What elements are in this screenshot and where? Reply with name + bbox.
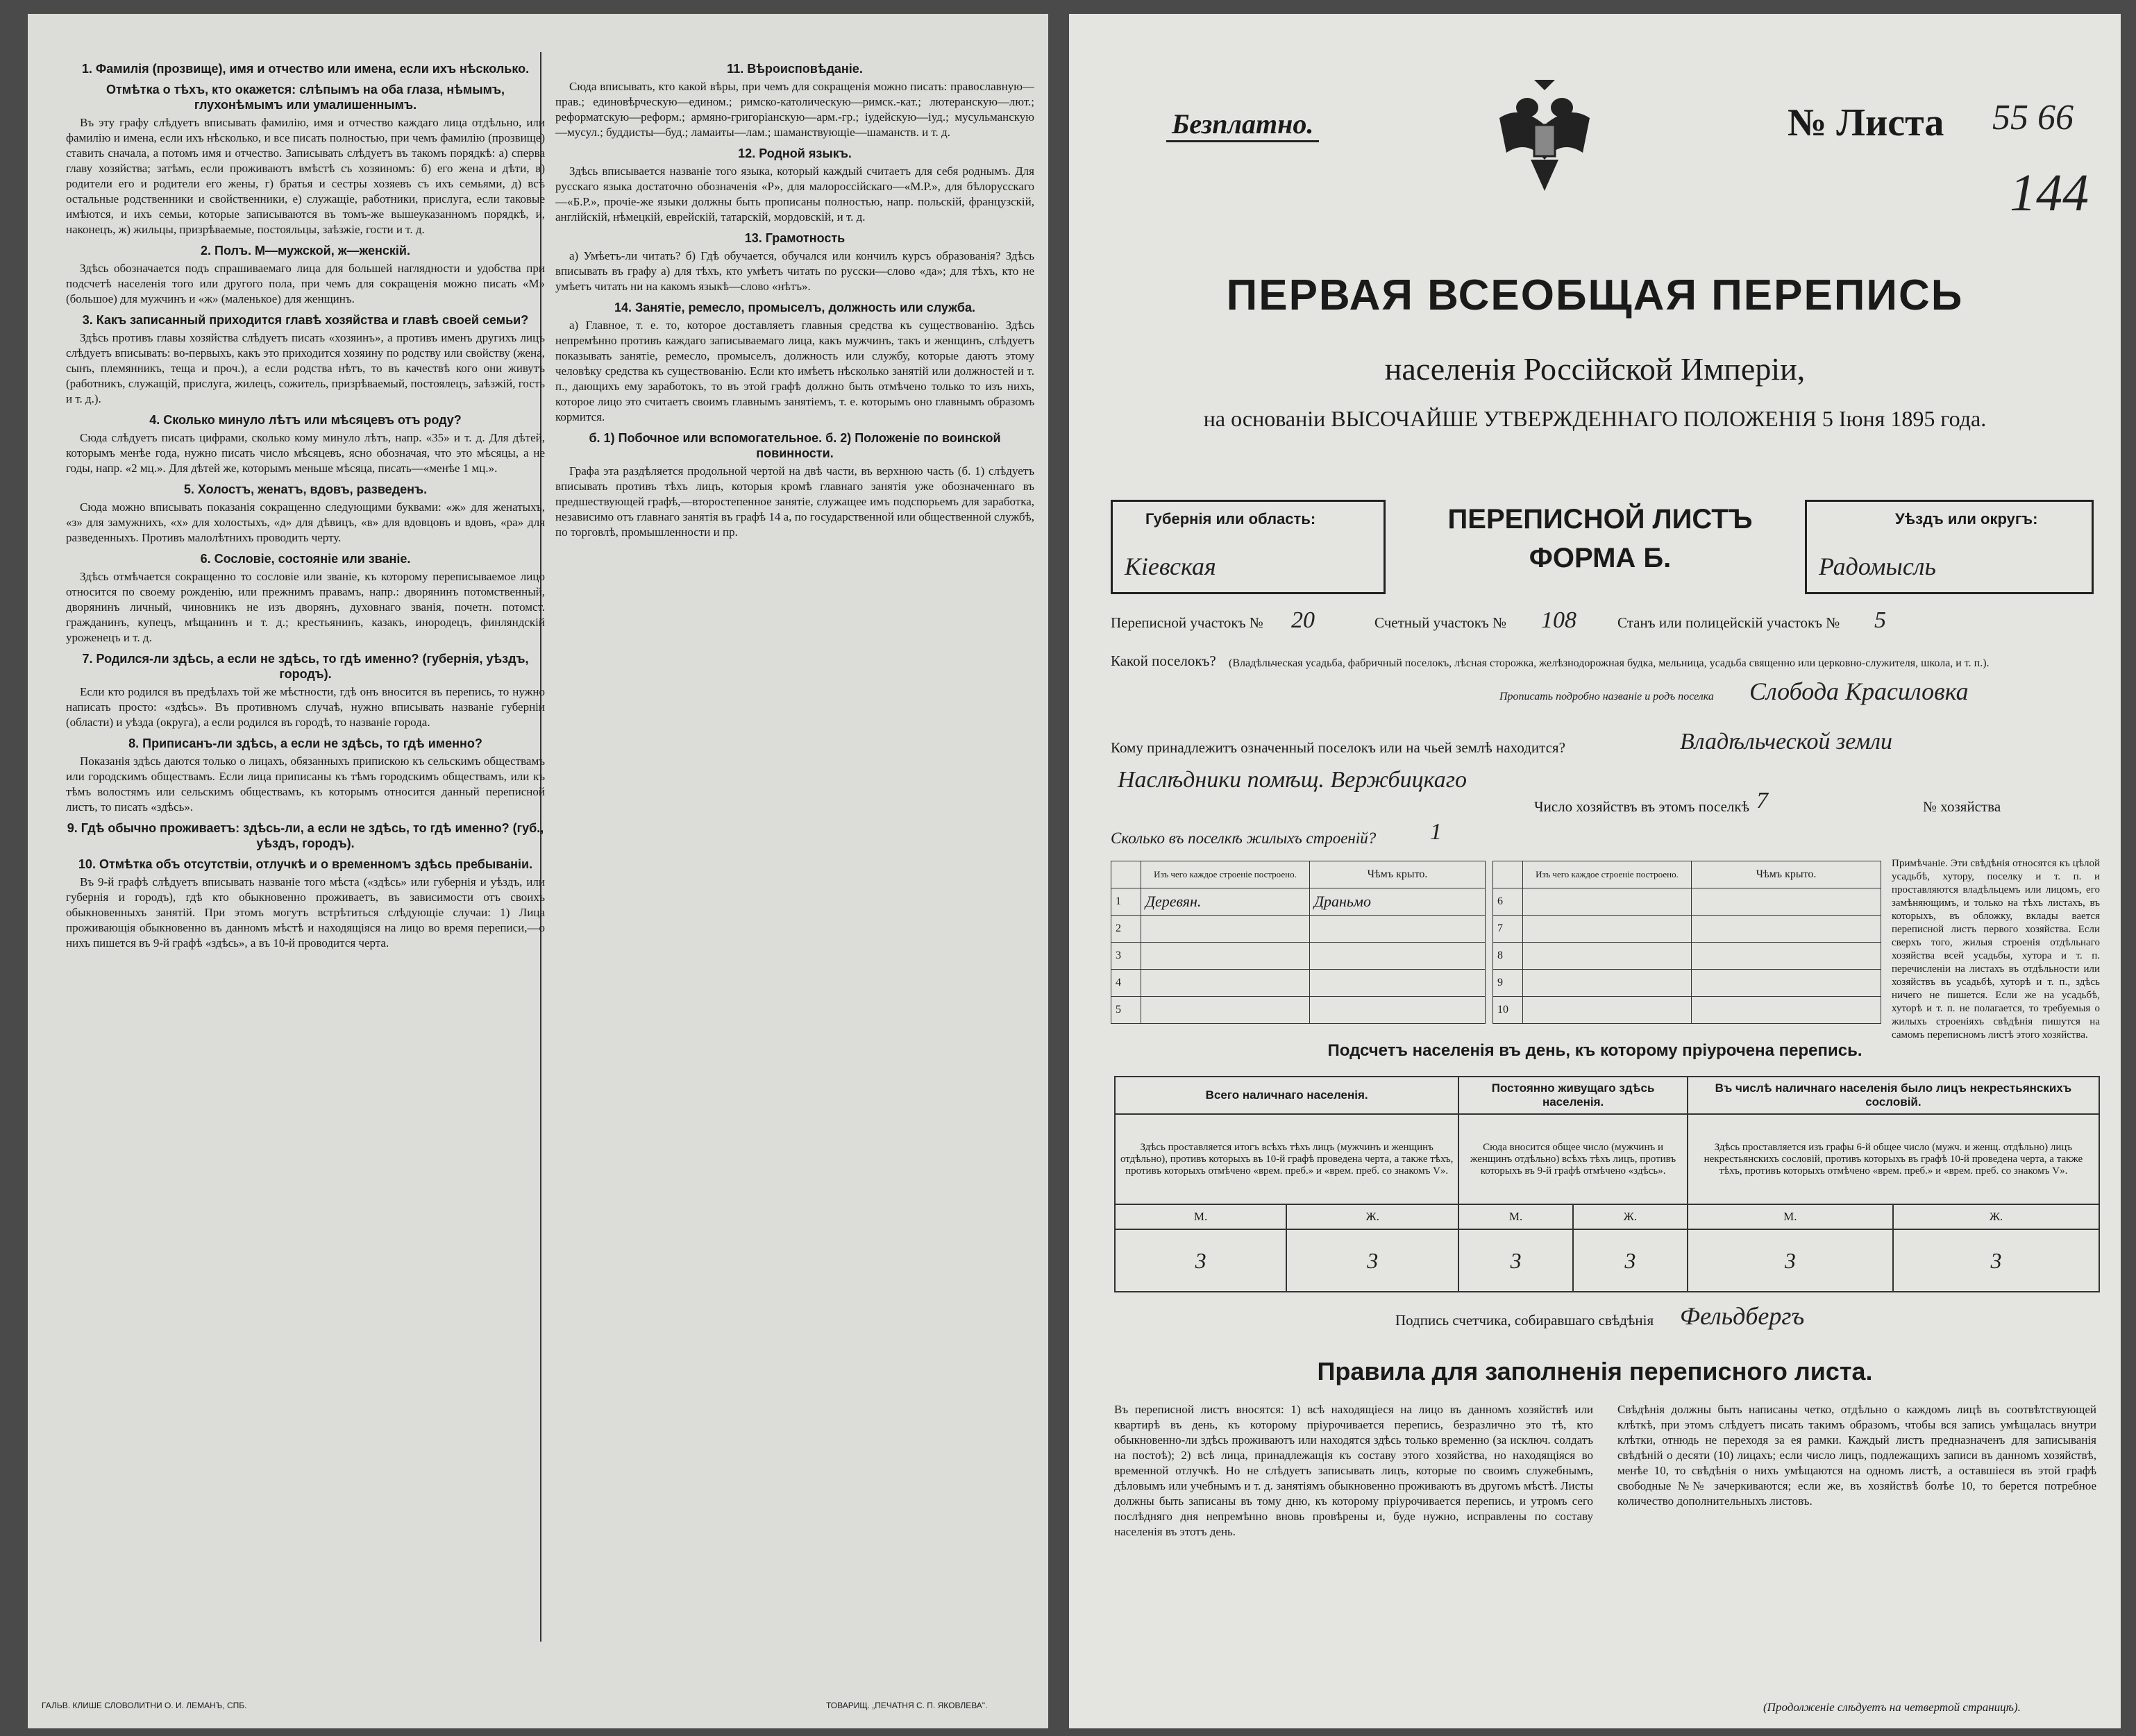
building-row bbox=[1111, 970, 1486, 997]
section-heading: 14. Занятіе, ремесло, промыселъ, должность или служба. bbox=[614, 301, 976, 314]
printer-credit-right: ТОВАРИЩ. „ПЕЧАТНЯ С. П. ЯКОВЛЕВА". bbox=[826, 1701, 988, 1710]
section-heading: 4. Сколько минуло лѣтъ или мѣсяцевъ отъ роду? bbox=[149, 413, 462, 427]
build-header-roof-2: Чѣмъ крыто. bbox=[1692, 861, 1881, 888]
poselok-hint: (Владѣльческая усадьба, фабричный поселокъ, лѣсная сторожка, желѣзнодорожная будка, мельница, усадьба священно или церковно-служителя, школа, и т. п.). bbox=[1229, 657, 1990, 669]
owner-value-1: Владѣльческой земли bbox=[1680, 729, 1892, 755]
pop-value: 3 bbox=[1115, 1229, 1286, 1292]
section-heading: 9. Гдѣ обычно проживаетъ: здѣсь-ли, а если не здѣсь, то гдѣ именно? (губ., уѣздъ, городъ). bbox=[67, 821, 544, 850]
section-heading: 5. Холостъ, женатъ, вдовъ, разведенъ. bbox=[183, 482, 428, 496]
gubernia-label: Губернія или область: bbox=[1145, 510, 1316, 528]
poselok-name-value: Слобода Красиловка bbox=[1749, 677, 1969, 705]
building-cell-n: 7 bbox=[1493, 916, 1523, 943]
enumerator-signature-value: Фельдбергъ bbox=[1680, 1302, 1805, 1330]
population-count-title: Подсчетъ населенія въ день, къ которому пріурочена перепись. bbox=[1327, 1041, 1862, 1060]
rules-column-left: Въ переписной листъ вносятся: 1) всѣ находящіеся на лицо въ данномъ хозяйствѣ или квартирѣ въ день, къ которому пріурочивается перепись, безразлично это тѣ, кто обыкновенно-ли здѣсь проживаютъ или находятся здѣсь только временно (за исключ. солдатъ на постоѣ); 2) всѣ лица, принадлежащія къ составу этого хозяйства, но находящіяся во временной отлучкѣ. Но не слѣдуетъ записывать лицъ, которые по своимъ служебнымъ, дѣловымъ или учебнымъ и т. д. занятіямъ обыкновенно проживаютъ въ другомъ мѣстѣ. Листы должны быть записаны въ тому дню, къ которому пріурочивается перепись, и утромъ сего послѣдняго дня непремѣнно вновь провѣрены и, буде нужно, исправлены по составу населенія въ этотъ день. bbox=[1114, 1403, 1593, 1538]
right-page bbox=[1069, 14, 2121, 1728]
gubernia-value: Кіевская bbox=[1125, 553, 1216, 580]
households-value: 7 bbox=[1756, 788, 1768, 814]
section-heading: 7. Родился-ли здѣсь, а если не здѣсь, то гдѣ именно? (губернія, уѣздъ, городъ). bbox=[82, 652, 529, 681]
pop-m-label: М. bbox=[1688, 1204, 1893, 1229]
building-cell-material bbox=[1523, 888, 1692, 916]
household-no-label: № хозяйства bbox=[1923, 798, 2001, 815]
pop-value: 3 bbox=[1573, 1229, 1688, 1292]
building-cell-material bbox=[1141, 943, 1310, 970]
pop-zh-label: Ж. bbox=[1573, 1204, 1688, 1229]
poselok-label: Какой поселокъ? bbox=[1111, 652, 1216, 669]
building-cell-material bbox=[1523, 916, 1692, 943]
owner-value-2: Наслѣдники помѣщ. Вержбицкаго bbox=[1118, 767, 1467, 793]
document-title: ПЕРВАЯ ВСЕОБЩАЯ ПЕРЕПИСЬ bbox=[1226, 271, 1964, 319]
building-row bbox=[1111, 997, 1486, 1024]
building-cell-n: 9 bbox=[1493, 970, 1523, 997]
building-row bbox=[1493, 888, 1881, 916]
building-cell-roof bbox=[1692, 916, 1881, 943]
section-heading: 3. Какъ записанный приходится главѣ хозяйства и главѣ своей семьи? bbox=[82, 313, 529, 327]
form-label: ФОРМА Б. bbox=[1529, 543, 1672, 573]
section-text: Въ эту графу слѣдуетъ вписывать фамилію, имя и отчество каждаго лица отдѣльно, или фамилію и имена, если ихъ нѣсколько, и все писать полностью, при чемъ фамилію (прозвище) ставить сначала, а потомъ имя и отчество. Записывать слѣдуетъ въ такомъ порядкѣ: а) сперва главу хозяйства; затѣмъ, если проживаютъ вмѣстѣ съ хозяиномъ: б) его жена и дѣти, в) родители его и родители его жены, г) братья и сестры хозяевъ съ ихъ семьями, д) всѣ остальные родственники и свойственники, е) служащіе, работники, прислуга, если таковые имѣются, и ихъ семьи, которые записываются въ томъ-же вышеуказанномъ порядкѣ, и, наконецъ, ж) жильцы, призрѣваемые, постояльцы, заѣзжіе, гости и т. д. bbox=[66, 116, 545, 236]
building-cell-n: 2 bbox=[1111, 916, 1141, 943]
building-cell-material bbox=[1141, 997, 1310, 1024]
households-label: Число хозяйствъ въ этомъ поселкѣ bbox=[1534, 798, 1749, 815]
section-heading: 1. Фамилія (прозвище), имя и отчество или имена, если ихъ нѣсколько. bbox=[81, 62, 530, 76]
section-heading: 13. Грамотность bbox=[744, 231, 846, 245]
building-cell-n: 10 bbox=[1493, 997, 1523, 1024]
building-row bbox=[1493, 970, 1881, 997]
buildings-value: 1 bbox=[1430, 819, 1442, 845]
instructions-column-1 bbox=[66, 56, 545, 1652]
pop-col1-desc: Здѣсь проставляется итогъ всѣхъ тѣхъ лицъ (мужчинъ и женщинъ отдѣльно), противъ которыхъ въ 10-й графѣ проведена черта, а также тѣхъ, противъ которыхъ отмѣчено «врем. преб.» и «врем. преб. со знакомъ V». bbox=[1115, 1114, 1458, 1204]
build-header-material-2: Изъ чего каждое строеніе построено. bbox=[1523, 861, 1692, 888]
building-cell-roof bbox=[1310, 997, 1486, 1024]
building-cell-roof bbox=[1310, 943, 1486, 970]
pop-m-label: М. bbox=[1458, 1204, 1572, 1229]
stan-label: Станъ или полицейскій участокъ № bbox=[1617, 614, 1840, 631]
poselok-name-label: Прописать подробно названіе и родъ поселка bbox=[1499, 691, 1714, 702]
building-cell-roof bbox=[1692, 943, 1881, 970]
uezd-label: Уѣздъ или округъ: bbox=[1895, 510, 2038, 528]
building-cell-n: 3 bbox=[1111, 943, 1141, 970]
pop-value: 3 bbox=[1893, 1229, 2099, 1292]
pop-col3-head: Въ числѣ наличнаго населенія было лицъ некрестьянскихъ сословій. bbox=[1688, 1077, 2099, 1114]
section-heading: 8. Приписанъ-ли здѣсь, а если не здѣсь, то гдѣ именно? bbox=[128, 736, 482, 750]
pop-value: 3 bbox=[1458, 1229, 1572, 1292]
section-text: Графа эта раздѣляется продольной чертой на двѣ части, въ верхнюю часть (б. 1) слѣдуетъ вписывать противъ тѣхъ лицъ, которыя кромѣ главнаго занятія уже обозначеннаго въ предшествующей графѣ,—второстепенное занятіе, служащее имъ подспорьемъ для заработка, независимо отъ главнаго занятія въ графѣ 14 а, по государственной или общественной службѣ, по торговлѣ, промышленности и пр. bbox=[555, 464, 1034, 539]
rules-title: Правила для заполненія переписного листа. bbox=[1317, 1357, 1873, 1385]
building-row bbox=[1111, 888, 1486, 916]
building-cell-material: Деревян. bbox=[1141, 888, 1310, 916]
pop-value: 3 bbox=[1688, 1229, 1893, 1292]
building-cell-roof bbox=[1310, 916, 1486, 943]
building-cell-roof bbox=[1310, 970, 1486, 997]
section-heading: 2. Полъ. М—мужской, ж—женскій. bbox=[201, 244, 410, 258]
building-row bbox=[1493, 916, 1881, 943]
section-text: Въ 9-й графѣ слѣдуетъ вписывать названіе того мѣста («здѣсь» или губернія и уѣздъ, или губернія и городъ), гдѣ кто обыкновенно проживаетъ, въ зависимости отъ своихъ обыкновенныхъ занятій. При этомъ могутъ встрѣтиться слѣдующіе случаи: 1) Лица проживающія обыкновенно въ данномъ мѣстѣ и находящіяся на лицо во время переписи,—о нихъ пишется въ 9-й графѣ «здѣсь», а въ 10-й проводится черта. bbox=[66, 875, 545, 950]
owner-label: Кому принадлежитъ означенный поселокъ или на чьей землѣ находится? bbox=[1111, 739, 1565, 756]
rules-column-right: Свѣдѣнія должны быть написаны четко, отдѣльно о каждомъ лицѣ въ соотвѣтствующей клѣткѣ, при этомъ слѣдуетъ писать такимъ образомъ, чтобы вся запись умѣщалась внутри клѣтки, отнюдь не переходя за ея рамки. Каждый листъ предназначенъ для записыванія свѣдѣній о десяти (10) лицахъ; если число лицъ, подлежащихъ записи въ данномъ хозяйствѣ, менѣе 10, то свѣдѣнія о нихъ умѣщаются на одномъ листѣ, а оставшіеся въ этой графѣ свободные №№ зачеркиваются; если же, въ хозяйствѣ болѣе 10, то берется потребное количество дополнительныхъ листовъ. bbox=[1617, 1403, 2096, 1508]
building-cell-n: 8 bbox=[1493, 943, 1523, 970]
building-cell-roof: Драньмо bbox=[1310, 888, 1486, 916]
buildings-table-right bbox=[1492, 861, 1881, 1024]
building-cell-roof bbox=[1692, 997, 1881, 1024]
section-text: Здѣсь отмѣчается сокращенно то сословіе или званіе, къ которому переписываемое лицо относится по своему рожденію, или прежнимъ правамъ, напр.: дворянинъ потомственный, дворянинъ личный, чиновникъ не изъ дворянъ, духовнаго званія, почетн. потомст. гражданинъ, купецъ, мѣщанинъ и т. д.; крестьянинъ, казакъ, инородецъ, финляндскій уроженецъ и т. д. bbox=[66, 570, 545, 644]
building-row bbox=[1493, 943, 1881, 970]
building-cell-roof bbox=[1692, 888, 1881, 916]
building-cell-n: 4 bbox=[1111, 970, 1141, 997]
instructions-column-2 bbox=[555, 56, 1034, 1652]
building-row bbox=[1111, 916, 1486, 943]
buildings-label: Сколько въ поселкѣ жилыхъ строеній? bbox=[1111, 829, 1377, 847]
section-text: Сюда слѣдуетъ писать цифрами, сколько кому минуло лѣтъ, напр. «35» и т. д. Для дѣтей, которымъ менѣе года, нужно писать число мѣсяцевъ, ясно обозначая, что это мѣсяцы, а не годы, напр. «2 мц.». Для дѣтей же, которымъ меньше мѣсяца, писать—«менѣе 1 мц.». bbox=[66, 431, 545, 475]
continuation-note: (Продолженіе слѣдуетъ на четвертой страницѣ). bbox=[1763, 1701, 2021, 1714]
printer-credit-left: ГАЛЬВ. КЛИШЕ СЛОВОЛИТНИ О. И. ЛЕМАНЪ, СПБ. bbox=[42, 1701, 247, 1710]
build-header-roof: Чѣмъ крыто. bbox=[1310, 861, 1486, 888]
build-header-material: Изъ чего каждое строеніе построено. bbox=[1141, 861, 1310, 888]
buildings-table-left bbox=[1111, 861, 1486, 1024]
building-row bbox=[1493, 997, 1881, 1024]
free-label: Безплатно. bbox=[1166, 108, 1319, 142]
left-page bbox=[28, 14, 1048, 1728]
section-text: а) Умѣетъ-ли читать? б) Гдѣ обучается, обучался или кончилъ курсъ образованія? Здѣсь вписывать въ графу а) для тѣхъ, кто умѣетъ читать по русски—слово «да»; для тѣхъ, кто не умѣетъ читать ни на какомъ языкѣ—слово «нѣтъ». bbox=[555, 249, 1034, 293]
pop-zh-label: Ж. bbox=[1893, 1204, 2099, 1229]
enumerator-signature-label: Подпись счетчика, собиравшаго свѣдѣнія bbox=[1395, 1312, 1654, 1329]
buildings-note: Примѣчаніе. Эти свѣдѣнія относятся къ цѣлой усадьбѣ, хутору, поселку и т. п. и проставляются владѣльцемъ или лицомъ, его замѣняющимъ, и только на тѣхъ листахъ, въ которыхъ, въ обложку, вклады вается переписной листъ первого хозяйства. Если сверхъ того, жилыя строенія отдѣльнаго хозяйства всей усадьбы, хутора и т. п. перечисленіи на листахъ въ отдѣльности или хозяйствъ въ усадьбѣ, хуторѣ и т. п., здѣсь ничего не пишется. Если же на усадьбѣ, хуторѣ и т. п. не полагается, то требуемыя о жилыхъ строеніяхъ свѣдѣнія пишутся на самомъ переписномъ листѣ этого хозяйства. bbox=[1892, 858, 2100, 1040]
schetny-uchastok-label: Счетный участокъ № bbox=[1374, 614, 1507, 631]
section-heading: 11. Вѣроисповѣданіе. bbox=[727, 62, 863, 76]
building-cell-n: 6 bbox=[1493, 888, 1523, 916]
section-subheading: Отмѣтка о тѣхъ, кто окажется: слѣпымъ на оба глаза, нѣмымъ, глухонѣмымъ или умалишеннымъ. bbox=[106, 83, 505, 112]
stan-value: 5 bbox=[1874, 607, 1886, 633]
list-title-block bbox=[1374, 500, 1826, 578]
perepisnoy-uchastok-label: Переписной участокъ № bbox=[1111, 614, 1263, 631]
schetny-uchastok-value: 108 bbox=[1541, 607, 1576, 633]
pop-col2-head: Постоянно живущаго здѣсь населенія. bbox=[1458, 1077, 1687, 1114]
section-text: Здѣсь противъ главы хозяйства слѣдуетъ писать «хозяинъ», а противъ именъ другихъ лицъ слѣдуетъ вписывать: во-первыхъ, какъ это приходится хозяину по родству или свойству (жена, сынъ, племянникъ, теща и проч.), а если родства нѣтъ, то въ качествѣ кого они живутъ (работникъ, служащій, прислуга, жилецъ, сожитель, призрѣваемый, постоялецъ, заѣзжій, гость и т. д.). bbox=[66, 331, 545, 405]
building-cell-material bbox=[1523, 970, 1692, 997]
building-cell-material bbox=[1141, 916, 1310, 943]
section-text: Здѣсь вписывается названіе того языка, который каждый считаетъ для себя роднымъ. Для русскаго языка достаточно обозначенія «Р», для малороссійскаго—«М.Р.», для бѣлорусскаго—«Б.Р.», прочіе-же языки должны быть прописаны полностью, напр. польскій, французскій, англійскій, нѣмецкій, еврейскій, татарскій, мордовскій, и т. д. bbox=[555, 165, 1034, 224]
uezd-value: Радомысль bbox=[1819, 553, 1936, 580]
section-text: Сюда можно вписывать показанія сокращенно следующими буквами: «ж» для женатыхъ, «з» для замужнихъ, «х» для холостыхъ, «д» для дѣвицъ, «в» для вдовцовъ и вдовъ, «ра» для разведенныхъ. Противъ малолѣтнихъ проводить черту. bbox=[66, 500, 545, 544]
double-headed-eagle-emblem bbox=[1492, 76, 1597, 194]
section-heading: б. 1) Побочное или вспомогательное. б. 2) Положеніе по воинской повинности. bbox=[589, 431, 1001, 460]
building-cell-roof bbox=[1692, 970, 1881, 997]
section-text: Показанія здѣсь даются только о лицахъ, обязанныхъ припискою къ сельскимъ обществамъ или городскимъ обществамъ. Если лица приписаны къ тѣмъ городскимъ обществамъ, или къ тѣмъ волостямъ или сельскимъ обществамъ, къ которымъ относится данный переписной листъ, то писать «здѣсь». bbox=[66, 755, 545, 814]
building-cell-material bbox=[1523, 997, 1692, 1024]
population-table bbox=[1114, 1076, 2100, 1292]
pop-col2-desc: Сюда вносится общее число (мужчинъ и женщинъ отдѣльно) всѣхъ тѣхъ лицъ, противъ которыхъ въ 9-й графѣ отмѣчено «здѣсь». bbox=[1458, 1114, 1687, 1204]
section-heading: 6. Сословіе, состояніе или званіе. bbox=[200, 552, 411, 566]
section-text: Сюда вписывать, кто какой вѣры, при чемъ для сокращенія можно писать: православную—прав.; единовѣрческую—едином.; римско-католическую—римск.-кат.; лютеранскую—лют.; реформатскую—реформ.; армяно-григоріанскую—арм.-гр.; іудейскую—іуд.; мусульманскую—мусул.; буддисты—буд.; ламаиты—лам.; шаманствующіе—шаманств. и т. д. bbox=[555, 80, 1034, 139]
handwritten-number: 144 bbox=[2010, 164, 2089, 222]
pop-zh-label: Ж. bbox=[1286, 1204, 1458, 1229]
document-subtitle: населенія Россійской Имперіи, bbox=[1384, 351, 1806, 387]
sheet-number-handwritten: 55 66 bbox=[1992, 98, 2074, 137]
pop-value: 3 bbox=[1286, 1229, 1458, 1292]
sheet-number-label: № Листа bbox=[1788, 101, 1944, 144]
section-subheading: 10. Отмѣтка объ отсутствіи, отлучкѣ и о временномъ здѣсь пребываніи. bbox=[78, 857, 533, 871]
perepisnoy-uchastok-value: 20 bbox=[1291, 607, 1315, 633]
section-text: а) Главное, т. е. то, которое доставляетъ главныя средства къ существованію. Здѣсь непремѣнно противъ каждаго записываемаго лица, какъ мужчинъ, такъ и женщинъ, слѣдуетъ показывать занятіе, ремесло, промыселъ, должность или службу, которые даютъ этому человѣку средства къ существованію. Если кто имѣетъ нѣсколько занятій или должностей и т. п., дающихъ ему заработокъ, то въ этой графѣ должно быть отмѣчено только то изъ нихъ, которое лицо это считаетъ своимъ главнымъ занятіемъ, т. е. которымъ оно главнымъ образомъ кормится. bbox=[555, 319, 1034, 423]
list-title: ПЕРЕПИСНОЙ ЛИСТЪ bbox=[1447, 504, 1753, 534]
building-cell-n: 1 bbox=[1111, 888, 1141, 916]
section-text: Если кто родился въ предѣлахъ той же мѣстности, гдѣ онъ вносится въ перепись, то нужно написать просто: «здѣсь». Въ противномъ случаѣ, нужно вписывать названіе губерніи (области) и уѣзда (округа), а если родился въ городѣ, то названіе города. bbox=[66, 685, 545, 729]
pop-col3-desc: Здѣсь проставляется изъ графы 6-й общее число (мужч. и женщ. отдѣльно) лицъ некрестьянскихъ сословій, противъ которыхъ въ графѣ 10-й проведена черта, а также тѣхъ, противъ которыхъ отмѣчено «врем. преб.» и «врем. преб. со знакомъ V». bbox=[1688, 1114, 2099, 1204]
building-cell-material bbox=[1523, 943, 1692, 970]
pop-m-label: М. bbox=[1115, 1204, 1286, 1229]
pop-col1-head: Всего наличнаго населенія. bbox=[1115, 1077, 1458, 1114]
building-row bbox=[1111, 943, 1486, 970]
section-text: Здѣсь обозначается подъ спрашиваемаго лица для большей наглядности и удобства при подсчетѣ населенія того или другого пола, при чемъ для сокращенія можно писать «М» (большое) для мужчинъ и «ж» (маленькое) для женщинъ. bbox=[66, 262, 545, 305]
building-cell-material bbox=[1141, 970, 1310, 997]
document-subtitle-2: на основаніи ВЫСОЧАЙШЕ УТВЕРЖДЕННАГО ПОЛОЖЕНІЯ 5 Іюня 1895 года. bbox=[1203, 406, 1987, 431]
section-heading: 12. Родной языкъ. bbox=[738, 146, 852, 160]
building-cell-n: 5 bbox=[1111, 997, 1141, 1024]
